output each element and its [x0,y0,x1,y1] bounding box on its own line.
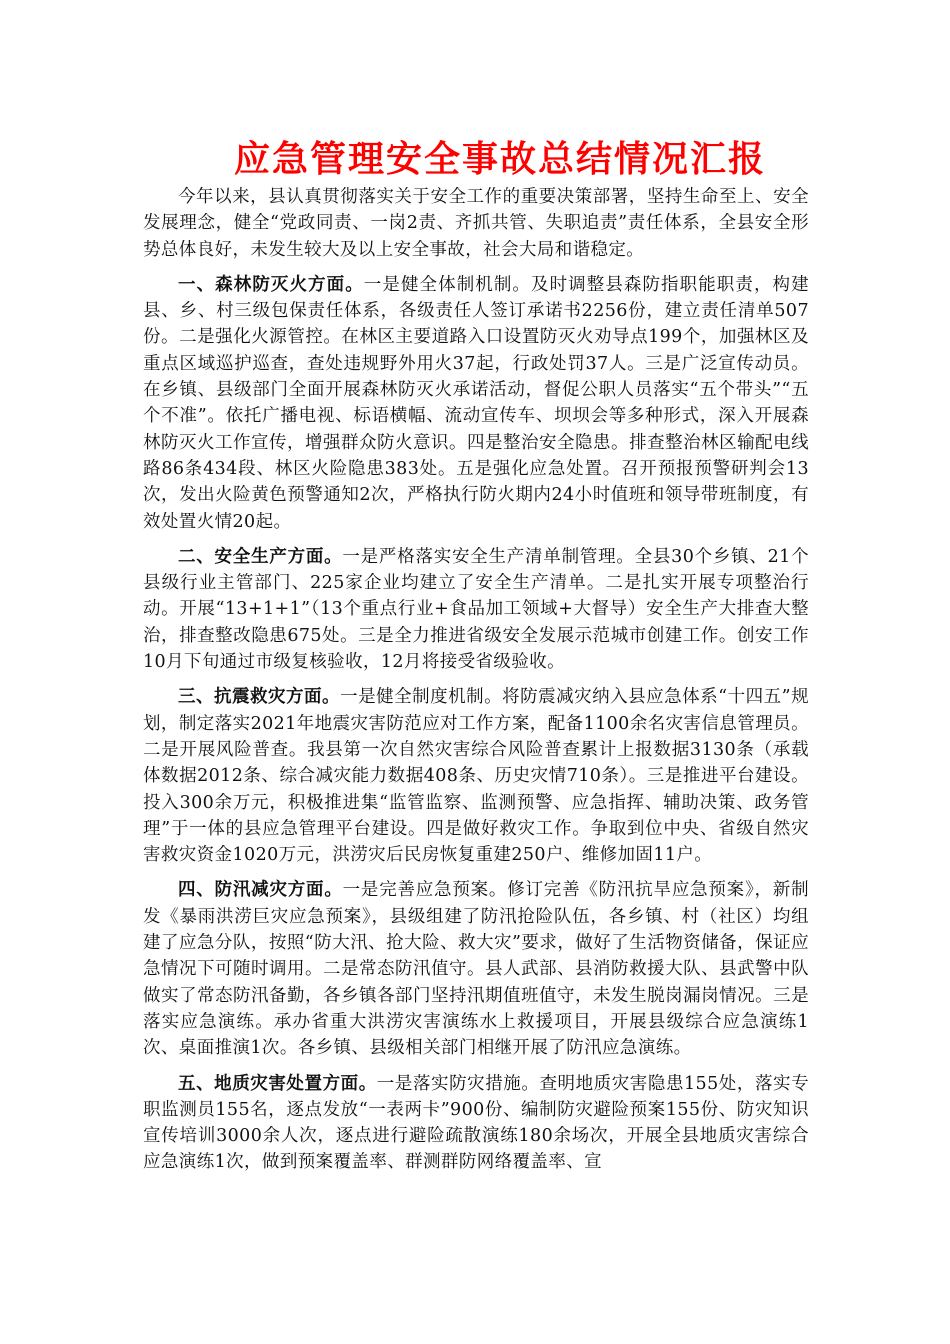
section-text: 一是落实防灾措施。查明地质灾害隐患155处，落实专职监测员155名，逐点发放“一表两卡”900份、编制防灾避险预案155份、防灾知识宣传培训3000余人次，逐点进行避险疏散演练180余场次，开展全县地质灾害综合应急演练1次，做到预案覆盖率、群测群防网络覆盖率、宣 [143,1073,809,1173]
section-heading: 四、防汛减灾方面。 [178,880,343,901]
intro-paragraph: 今年以来，县认真贯彻落实关于安全工作的重要决策部署，坚持生命至上、安全发展理念，健全“党政同责、一岗2责、齐抓共管、失职追责”责任体系，全县安全形势总体良好，未发生较大及以上安全事故，社会大局和谐稳定。 [143,187,809,260]
document-body [143,184,809,1176]
section-heading: 二、安全生产方面。 [178,546,343,567]
section-paragraph-earthquake-relief [143,684,809,868]
section-text: 一是健全体制机制。及时调整县森防指职能职责，构建县、乡、村三级包保责任体系，各级责任人签订承诺书2256份，建立责任清单507份。二是强化火源管控。在林区主要道路入口设置防灭火劝导点199个，加强林区及重点区域巡护巡查，查处违规野外用火37起，行政处罚37人。三是广泛宣传动员。在乡镇、县级部门全面开展森林防灭火承诺活动，督促公职人员落实“五个带头”“五个不准”。依托广播电视、标语横幅、流动宣传车、坝坝会等多种形式，深入开展森林防灭火工作宣传，增强群众防火意识。四是整治安全隐患。排查整治林区输配电线路86条434段、林区火险隐患383处。五是强化应急处置。召开预报预警研判会13次，发出火险黄色预警通知2次，严格执行防火期内24小时值班和领导带班制度，有效处置火情20起。 [143,274,810,532]
section-heading: 五、地质灾害处置方面。 [178,1073,377,1094]
section-text: 一是完善应急预案。修订完善《防汛抗旱应急预案》，新制发《暴雨洪涝巨灾应急预案》，县级组建了防汛抢险队伍，各乡镇、村（社区）均组建了应急分队，按照“防大汛、抢大险、救大灾”要求，做好了生活物资储备，保证应急情况下可随时调用。二是常态防汛值守。县人武部、县消防救援大队、县武警中队做实了常态防汛备勤，各乡镇各部门坚持汛期值班值守，未发生脱岗漏岗情况。三是落实应急演练。承办省重大洪涝灾害演练水上救援项目，开展县级综合应急演练1次、桌面推演1次。各乡镇、县级相关部门相继开展了防汛应急演练。 [143,880,809,1059]
section-paragraph-geological-disaster [143,1071,809,1176]
section-paragraph-safety-production [143,544,809,675]
section-paragraph-forest-fire [143,272,809,535]
section-paragraph-flood-control [143,877,809,1061]
section-text: 一是健全制度机制。将防震减灾纳入县应急体系“十四五”规划，制定落实2021年地震灾害防范应对工作方案，配备1100余名灾害信息管理员。二是开展风险普查。我县第一次自然灾害综合风险普查累计上报数据3130条（承载体数据2012条、综合减灾能力数据408条、历史灾情710条）。三是推进平台建设。投入300余万元，积极推进集“监管监察、监测预警、应急指挥、辅助决策、政务管理”于一体的县应急管理平台建设。四是做好救灾工作。争取到位中央、省级自然灾害救灾资金1020万元，洪涝灾后民房恢复重建250户、维修加固11户。 [143,687,809,866]
document-title: 应急管理安全事故总结情况汇报 [233,139,766,180]
section-text: 一是严格落实安全生产清单制管理。全县30个乡镇、21个县级行业主管部门、225家企业均建立了安全生产清单。二是扎实开展专项整治行动。开展“13+1+1”（13个重点行业+食品加工领域+大督导）安全生产大排查大整治，排查整改隐患675处。三是全力推进省级安全发展示范城市创建工作。创安工作10月下旬通过市级复核验收，12月将接受省级验收。 [143,546,809,673]
section-heading: 一、森林防灭火方面。 [178,274,364,295]
section-heading: 三、抗震救灾方面。 [178,687,341,708]
